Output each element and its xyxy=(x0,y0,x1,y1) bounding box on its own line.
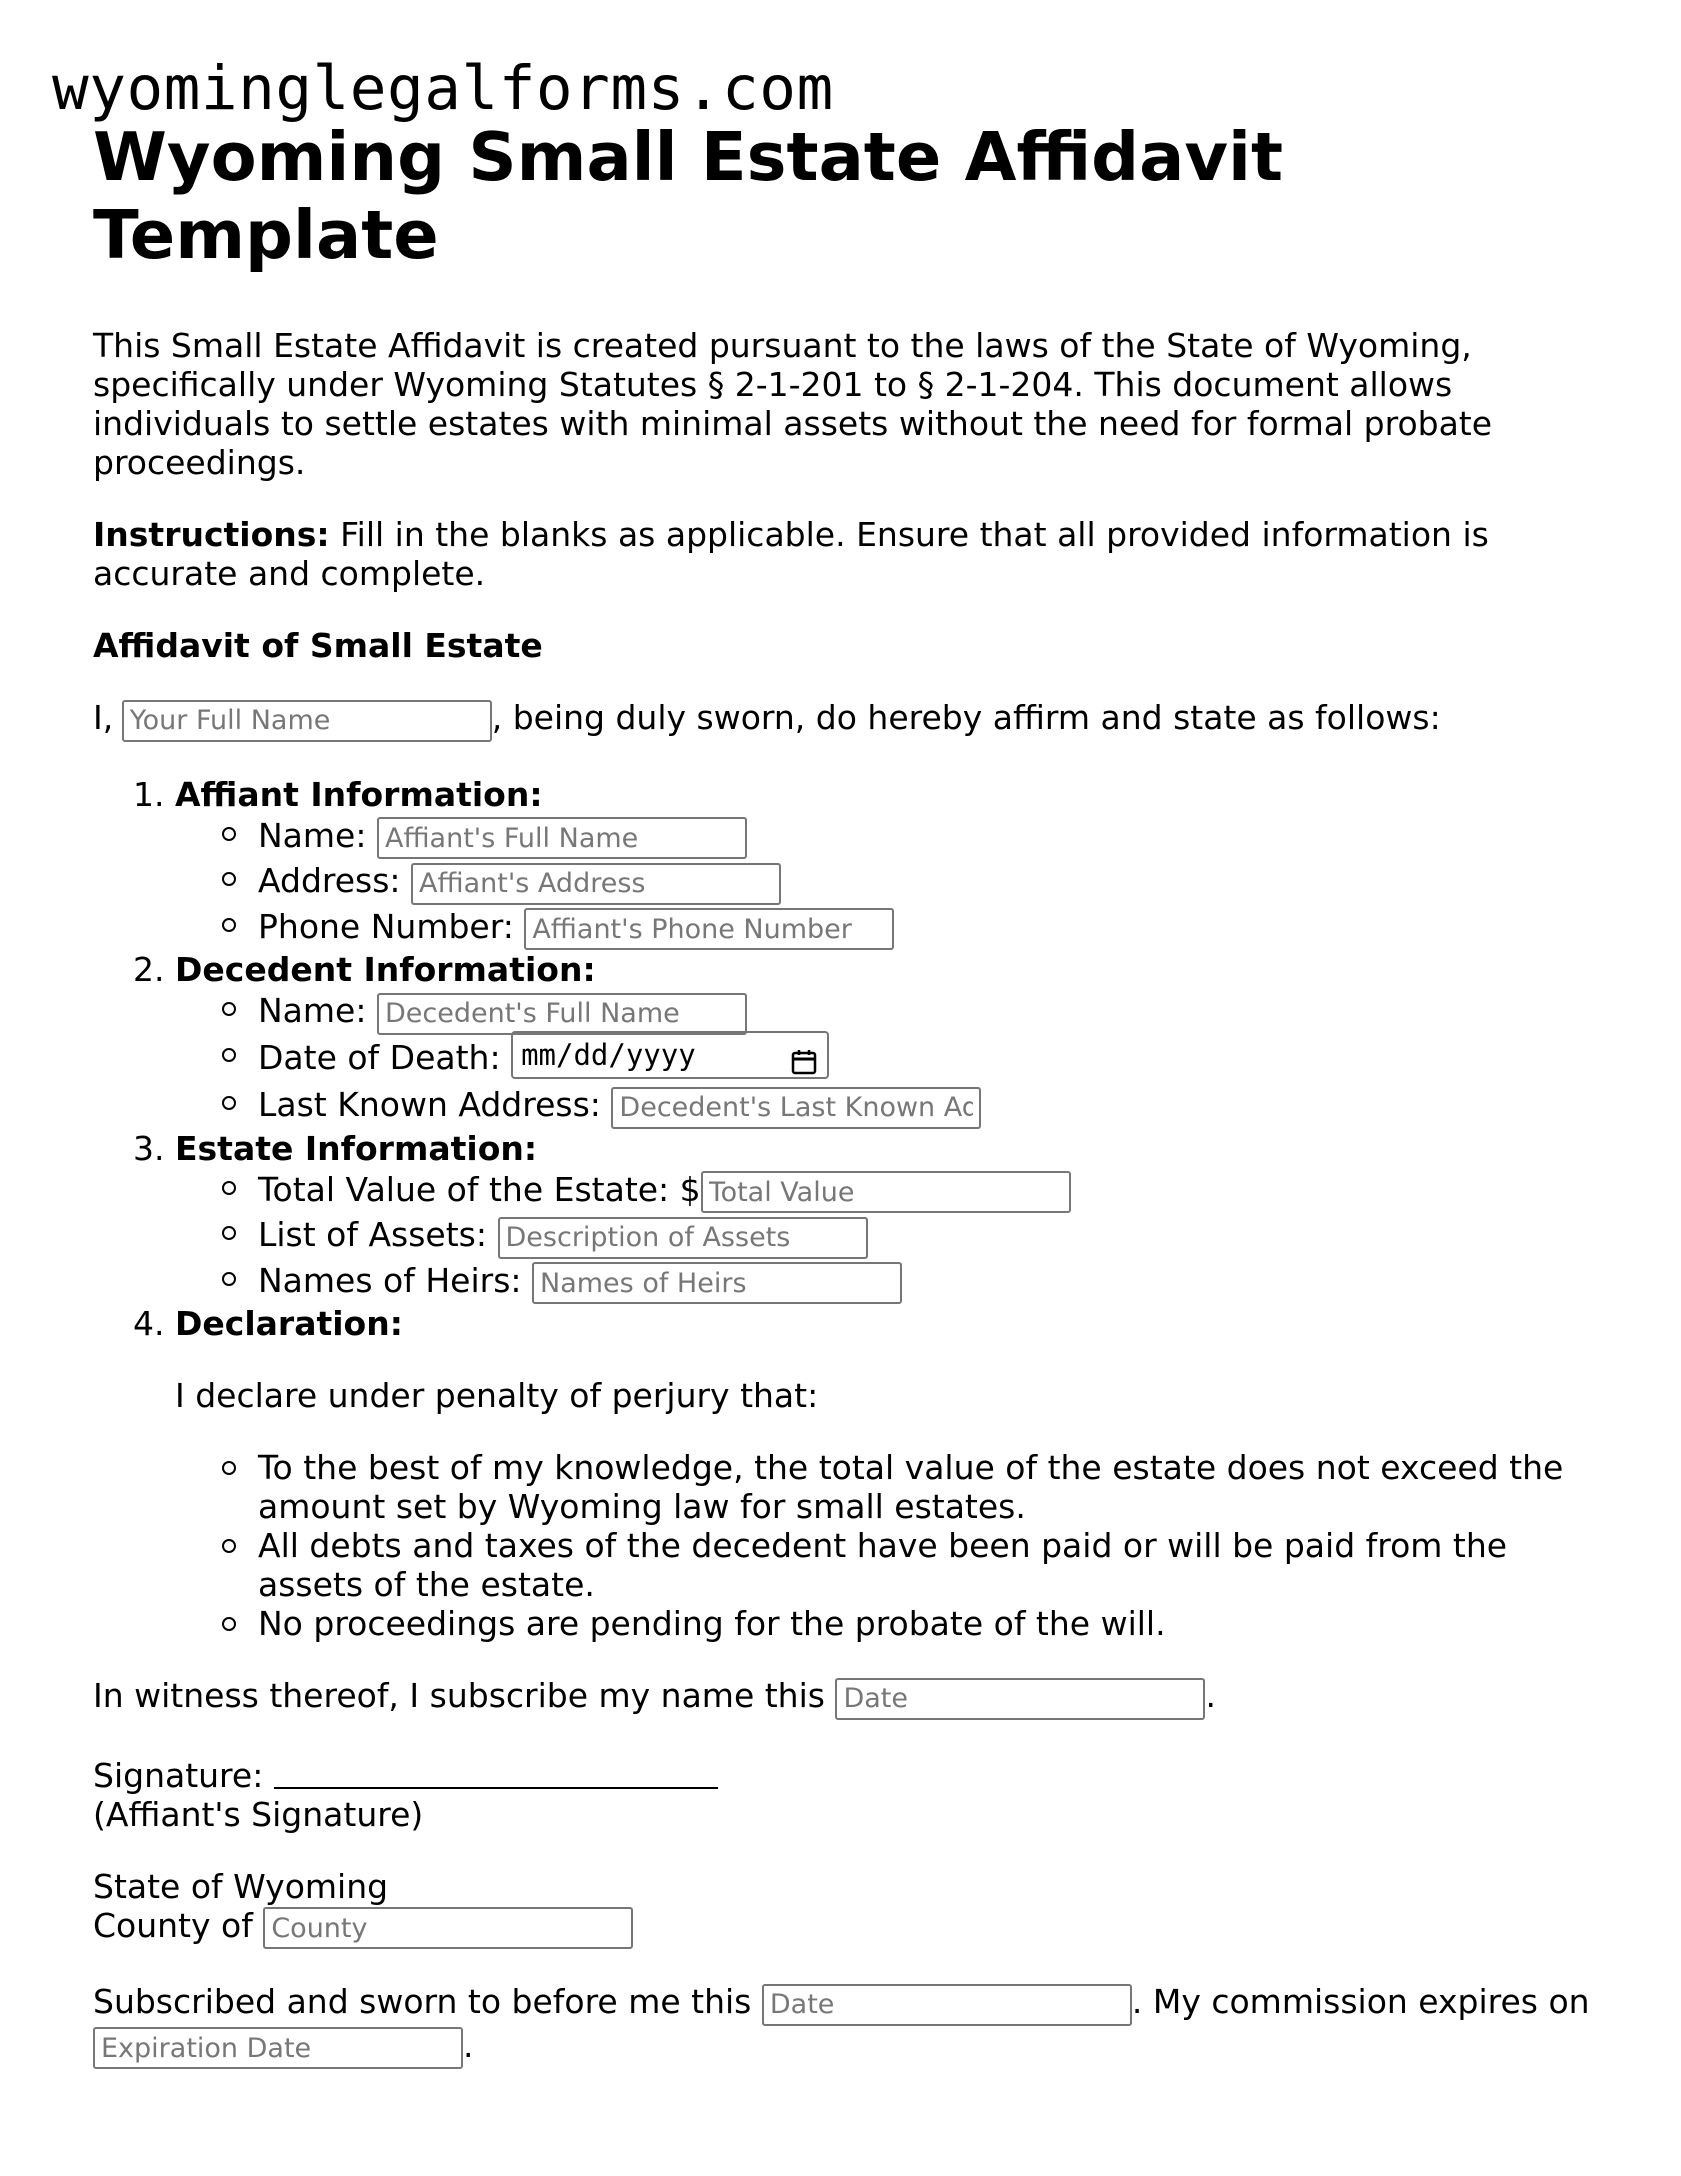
witness-line xyxy=(93,1676,1613,1720)
affiant-name-input[interactable] xyxy=(377,817,747,859)
decedent-death-label: Date of Death: xyxy=(258,1037,501,1077)
estate-assets-label: List of Assets: xyxy=(258,1215,487,1254)
county-input[interactable] xyxy=(263,1907,633,1949)
estate-assets-input[interactable] xyxy=(498,1217,868,1259)
affiant-section-title: Affiant Information: xyxy=(175,774,543,814)
estate-heirs-input[interactable] xyxy=(532,1262,902,1304)
decedent-address-label: Last Known Address: xyxy=(258,1085,601,1124)
sworn-suffix: . xyxy=(463,2025,474,2065)
affiant-address-input[interactable] xyxy=(411,863,781,905)
site-watermark: wyominglegalforms.com xyxy=(52,53,834,124)
declaration-item: No proceedings are pending for the probate of the will. xyxy=(258,1604,1613,1643)
decedent-address-row xyxy=(258,1083,1613,1129)
date-of-death-input[interactable] xyxy=(511,1031,829,1079)
affiant-address-label: Address: xyxy=(258,861,401,900)
instructions-label: Instructions: xyxy=(93,515,330,554)
county-label: County of xyxy=(93,1905,253,1945)
decedent-fields xyxy=(175,989,1613,1129)
affiant-phone-label: Phone Number: xyxy=(258,906,514,946)
oath-suffix: , being duly sworn, do hereby affirm and state as follows: xyxy=(491,698,1441,737)
sworn-prefix: Subscribed and sworn to before me this xyxy=(93,1982,752,2021)
signature-caption: (Affiant's Signature) xyxy=(93,1794,424,1834)
signature-line[interactable] xyxy=(274,1755,718,1789)
section-estate xyxy=(175,1129,1613,1305)
intro-paragraph: This Small Estate Affidavit is created pursuant to the laws of the State of Wyoming, specifically under Wyoming Statutes § 2-1-201 to § 2-1-204. This document allows individuals to settle estates with minimal assets without the need for formal probate proceedings. xyxy=(93,326,1493,482)
affidavit-sections xyxy=(93,775,1613,1644)
calendar-icon[interactable] xyxy=(791,1042,817,1068)
estate-fields xyxy=(175,1168,1613,1305)
affidavit-heading: Affidavit of Small Estate xyxy=(93,626,543,665)
estate-heirs-label: Names of Heirs: xyxy=(258,1260,522,1300)
declaration-item: All debts and taxes of the decedent have been paid or will be paid from the assets of the estate. xyxy=(258,1526,1613,1604)
oath-line xyxy=(93,698,1613,742)
your-full-name-input[interactable] xyxy=(122,700,492,742)
signature-row xyxy=(93,1753,1613,1795)
estate-value-input[interactable] xyxy=(701,1171,1071,1213)
estate-assets-row xyxy=(258,1213,1613,1259)
signature-block xyxy=(93,1753,1613,1834)
witness-date-input[interactable] xyxy=(835,1678,1205,1720)
witness-prefix: In witness thereof, I subscribe my name this xyxy=(93,1676,825,1715)
decedent-address-input[interactable] xyxy=(611,1087,981,1129)
declaration-intro: I declare under penalty of perjury that: xyxy=(175,1376,819,1415)
instructions-paragraph xyxy=(93,515,1613,593)
section-affiant xyxy=(175,775,1613,951)
date-of-death-value: mm/dd/yyyy xyxy=(521,1038,696,1072)
affiant-phone-input[interactable] xyxy=(524,908,894,950)
witness-suffix: . xyxy=(1205,1676,1216,1715)
signature-label: Signature: xyxy=(93,1755,264,1795)
declaration-items xyxy=(175,1448,1613,1643)
affidavit-document xyxy=(93,118,1613,2069)
decedent-death-row xyxy=(258,1035,1613,1084)
state-county-block xyxy=(93,1867,1613,1950)
affiant-name-row xyxy=(258,814,1613,860)
sworn-block xyxy=(93,1982,1613,2069)
estate-value-label: Total Value of the Estate: $ xyxy=(258,1169,701,1209)
instructions-text: Fill in the blanks as applicable. Ensure that all provided information is accurate and complete. xyxy=(93,515,1489,593)
section-declaration xyxy=(175,1304,1613,1643)
sworn-date-input[interactable] xyxy=(762,1984,1132,2026)
expiration-date-input[interactable] xyxy=(93,2027,463,2069)
decedent-name-row xyxy=(258,989,1613,1035)
estate-section-title: Estate Information: xyxy=(175,1128,538,1168)
decedent-name-label: Name: xyxy=(258,991,367,1030)
state-line: State of Wyoming xyxy=(93,1866,389,1906)
affiant-phone-row xyxy=(258,905,1613,951)
affiant-fields xyxy=(175,814,1613,951)
estate-heirs-row xyxy=(258,1259,1613,1305)
declaration-item: To the best of my knowledge, the total value of the estate does not exceed the amount set by Wyoming law for small estates. xyxy=(258,1448,1613,1526)
estate-value-row xyxy=(258,1168,1613,1214)
county-row xyxy=(93,1906,1613,1950)
section-decedent xyxy=(175,950,1613,1129)
decedent-name-input[interactable] xyxy=(377,993,747,1035)
affiant-name-label: Name: xyxy=(258,815,367,855)
oath-prefix: I, xyxy=(93,698,114,737)
page-title: Wyoming Small Estate Affidavit Template xyxy=(93,118,1284,274)
decedent-section-title: Decedent Information: xyxy=(175,950,596,989)
declaration-section-title: Declaration: xyxy=(175,1304,403,1343)
affiant-address-row xyxy=(258,859,1613,905)
sworn-middle: . My commission expires on xyxy=(1131,1982,1590,2021)
